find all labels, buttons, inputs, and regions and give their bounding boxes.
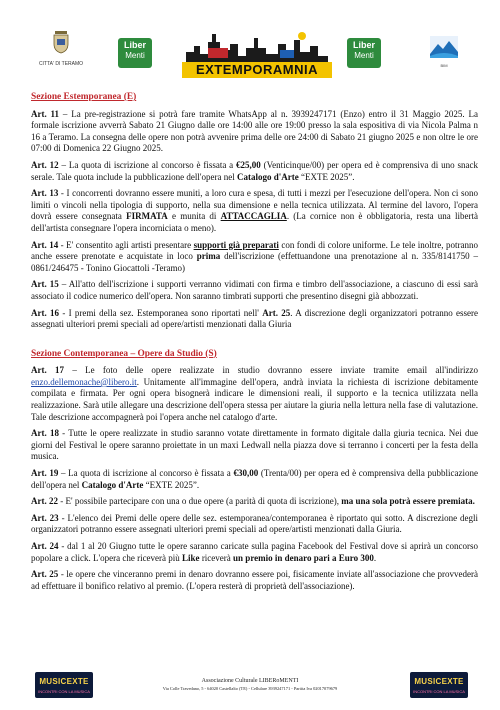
- logo-text: Menti: [125, 51, 145, 60]
- emphasis-text: supporti già preparati: [193, 239, 279, 250]
- article-text: . (La cornice non è obbligatoria, resta una libertà dell'artista consegnare l'opera incorniciata o meno).: [31, 211, 478, 233]
- emphasis-text: Art. 25: [262, 307, 291, 318]
- extemporamnia-wordmark: EXTEMPORAMNIA: [182, 62, 332, 78]
- fee-amount: €25,00: [236, 159, 261, 170]
- article-text: riceverà: [199, 552, 234, 563]
- extemporamnia-logo: [182, 28, 332, 78]
- article-label: Art. 14: [31, 239, 59, 250]
- article-text: - Tutte le opere realizzate in studio saranno votate direttamente in formato digitale dalla giuria tecnica. Nei due giorni del Festival le opere saranno proiettate in un maxi Ledwall nella piazza dove si terranno i concerti per la festa della musica.: [31, 428, 478, 462]
- article-label: Art. 11: [31, 108, 60, 119]
- article-text: - E' consentito agli artisti presentare: [58, 239, 194, 250]
- article-19: [31, 468, 478, 491]
- article-label: Art. 23: [31, 512, 59, 523]
- section-title-estemporanea: Sezione Estemporanea (E): [31, 92, 137, 102]
- article-12: [31, 160, 478, 183]
- article-text: “EXTE 2025”.: [298, 171, 355, 182]
- header-logos: [0, 22, 500, 82]
- article-label: Art. 13: [31, 188, 59, 199]
- article-25: [31, 569, 478, 592]
- article-text: – All'atto dell'iscrizione i supporti verranno vidimati con firma e timbro dell'associazione, a ciascuno di essi sarà associato il codice numerico dell'opera. Non saranno timbrati supporti che presentino disegni già abbozzati.: [31, 279, 478, 301]
- article-text: – Le foto delle opere realizzate in studio dovranno essere inviate tramite email all'indirizzo: [64, 365, 478, 376]
- email-link[interactable]: enzo.dellemonache@libero.it: [31, 376, 137, 387]
- article-text: – La quota di iscrizione al concorso è fissata a: [58, 159, 237, 170]
- emphasis-text: prima: [196, 251, 221, 262]
- logo-text: MUSICEXTE: [39, 677, 89, 686]
- footer-address-block: [100, 678, 400, 691]
- bim-mountain-icon: [430, 36, 458, 58]
- logo-text: Menti: [354, 51, 374, 60]
- association-name: Associazione Culturale LIBERoMENTI: [201, 678, 299, 684]
- article-label: Art. 15: [31, 279, 59, 290]
- logo-subtext: INCONTRI CON LA MUSICA: [38, 689, 90, 694]
- article-text: con fondi di colore uniforme. Le tele inoltre, potranno anche essere prenotate e acquistate in loco: [31, 239, 479, 262]
- article-text: - le opere che vinceranno premi in denaro dovranno essere poi, fisicamente inviate all'associazione che provvederà ad effettuare il bonifico relativo al premio. (L'opera resterà di proprietà dell'associazione).: [31, 569, 478, 591]
- article-text: dell'iscrizione (effettuandone una prenotazione al n. 335/8141750 – 0861/246475 - Tonino Giocattoli -Teramo): [31, 251, 478, 273]
- article-label: Art. 24: [31, 541, 59, 551]
- musicexte-logo-right: [410, 672, 468, 698]
- comune-teramo-logo: [36, 30, 86, 67]
- fee-amount: €30,00: [233, 468, 259, 479]
- article-label: Art. 12: [31, 159, 59, 170]
- emphasis-text: FIRMATA: [126, 211, 168, 222]
- comune-caption: CITTA' DI TERAMO: [38, 61, 84, 67]
- article-label: Art. 22: [31, 496, 58, 507]
- article-label: Art. 19: [31, 468, 59, 479]
- logo-subtext: INCONTRI CON LA MUSICA: [413, 689, 465, 694]
- article-text: - L'elenco dei Premi delle opere delle sez. estemporanea/contemporanea è riportato qui sotto. A discrezione degli organizzatori potranno essere assegnati ulteriori premi speciali ad opere/artisti menzionati dalla Giuria.: [31, 512, 478, 535]
- logo-text: MUSICEXTE: [414, 677, 464, 686]
- article-23: [31, 513, 478, 536]
- musicexte-logo-left: [35, 672, 93, 698]
- bim-logo: [430, 36, 458, 66]
- article-11: [31, 109, 478, 155]
- article-text: - I premi della sez. Estemporanea sono riportati nell': [59, 307, 263, 318]
- article-text: – La quota di iscrizione al concorso è fissata a: [58, 468, 234, 479]
- section-title-contemporanea: Sezione Contemporanea – Opere da Studio (S): [31, 348, 217, 359]
- association-address: Via Colle Travedano, 5 - 64020 Castellalto (TE) - Cellulare 3939247171 - Partita Iva 02017079679: [162, 686, 338, 691]
- article-text: . Unitamente all'immagine dell'opera, andrà inviata la richiesta di iscrizione debitamente compilata e firmata. Per ogni opera bisognerà indicare le dimensioni reali, il supporto e la tecnica utilizzata nella realizzazione. Sarà utile allegare una descrizione dell'opera stessa per aiutare la giuria nella lettura nella fase di valutazione. Tale descrizione accompagnerà poi l'opera anche nel catalogo d'arte.: [31, 376, 478, 422]
- libermenti-logo-left: [118, 38, 152, 68]
- catalog-name: Catalogo d'Arte: [237, 171, 299, 182]
- article-label: Art. 16: [31, 307, 60, 318]
- article-text: (Trenta/00) per opera ed è comprensiva della pubblicazione dell'opera nel: [31, 468, 478, 490]
- article-text: - E' possibile partecipare con una o due opere (a parità di quota di iscrizione),: [58, 496, 342, 507]
- article-text: - I concorrenti dovranno essere muniti, a loro cura e spesa, di tutti i mezzi per l'esecuzione dell'opera. Non ci sono limiti o vincoli nella tipologia di supporto, nella sua dimensione e nella tecnica utilizzata. Al termine del lavoro, l'opera dovrà essere consegnata: [31, 188, 478, 222]
- article-text: e munita di: [167, 211, 221, 222]
- catalog-name: Catalogo d'Arte: [81, 479, 144, 490]
- article-22: [31, 496, 478, 508]
- logo-text: Liber: [123, 40, 146, 50]
- emphasis-text: Like: [182, 552, 200, 563]
- crest-icon: [52, 30, 70, 54]
- article-15: [31, 279, 478, 302]
- regulation-text: [28, 92, 478, 597]
- prize-amount: un premio in denaro pari a Euro 300: [233, 552, 374, 563]
- footer: [0, 672, 500, 708]
- article-label: Art. 18: [31, 428, 59, 439]
- article-text: (Venticinque/00) per opera ed è comprensiva di uno snack serale. Tale quota include la pubblicazione dell'opera nel: [31, 159, 478, 182]
- logo-text: Liber: [352, 40, 375, 50]
- article-18: [31, 428, 478, 463]
- article-text: - dal 1 al 20 Giugno tutte le opere saranno caricate sulla pagina Facebook del Festival dove si aprirà un concorso popolare a click. L'opera che riceverà più: [31, 541, 478, 563]
- article-text: . A discrezione degli organizzatori potranno essere assegnati ulteriori premi speciali ad opere/artisti menzionati dalla Giuria: [31, 307, 478, 330]
- article-17: [31, 365, 478, 423]
- emphasis-text: ATTACCAGLIA: [220, 211, 287, 222]
- libermenti-logo-right: [347, 38, 381, 68]
- article-16: [31, 308, 478, 331]
- article-label: Art. 25: [31, 569, 59, 580]
- bim-caption: BIM: [440, 63, 448, 68]
- article-24: [31, 541, 478, 564]
- article-text: .: [373, 552, 377, 563]
- skyline-icon: [182, 28, 332, 66]
- emphasis-text: ma una sola potrà essere premiata.: [341, 496, 475, 507]
- article-label: Art. 17: [31, 365, 65, 376]
- article-14: [31, 240, 478, 275]
- article-text: “EXTE 2025”.: [143, 479, 200, 490]
- article-text: – La pre-registrazione si potrà fare tramite WhatsApp al n. 3939247171 (Enzo) entro il 31 Maggio 2025. La formale iscrizione avverrà Sabato 21 Giugno dalle ore 14:00 alle ore 19:00 presso la sala espositiva di via Nicola Palma n 16 a Teramo. La consegna delle opere non potrà avvenire prima delle ore 24:00 di Sabato 21 giugno 2025 e non oltre le ore 07:00 di Domenica 22 Giugno 2025.: [31, 108, 478, 154]
- article-13: [31, 188, 478, 234]
